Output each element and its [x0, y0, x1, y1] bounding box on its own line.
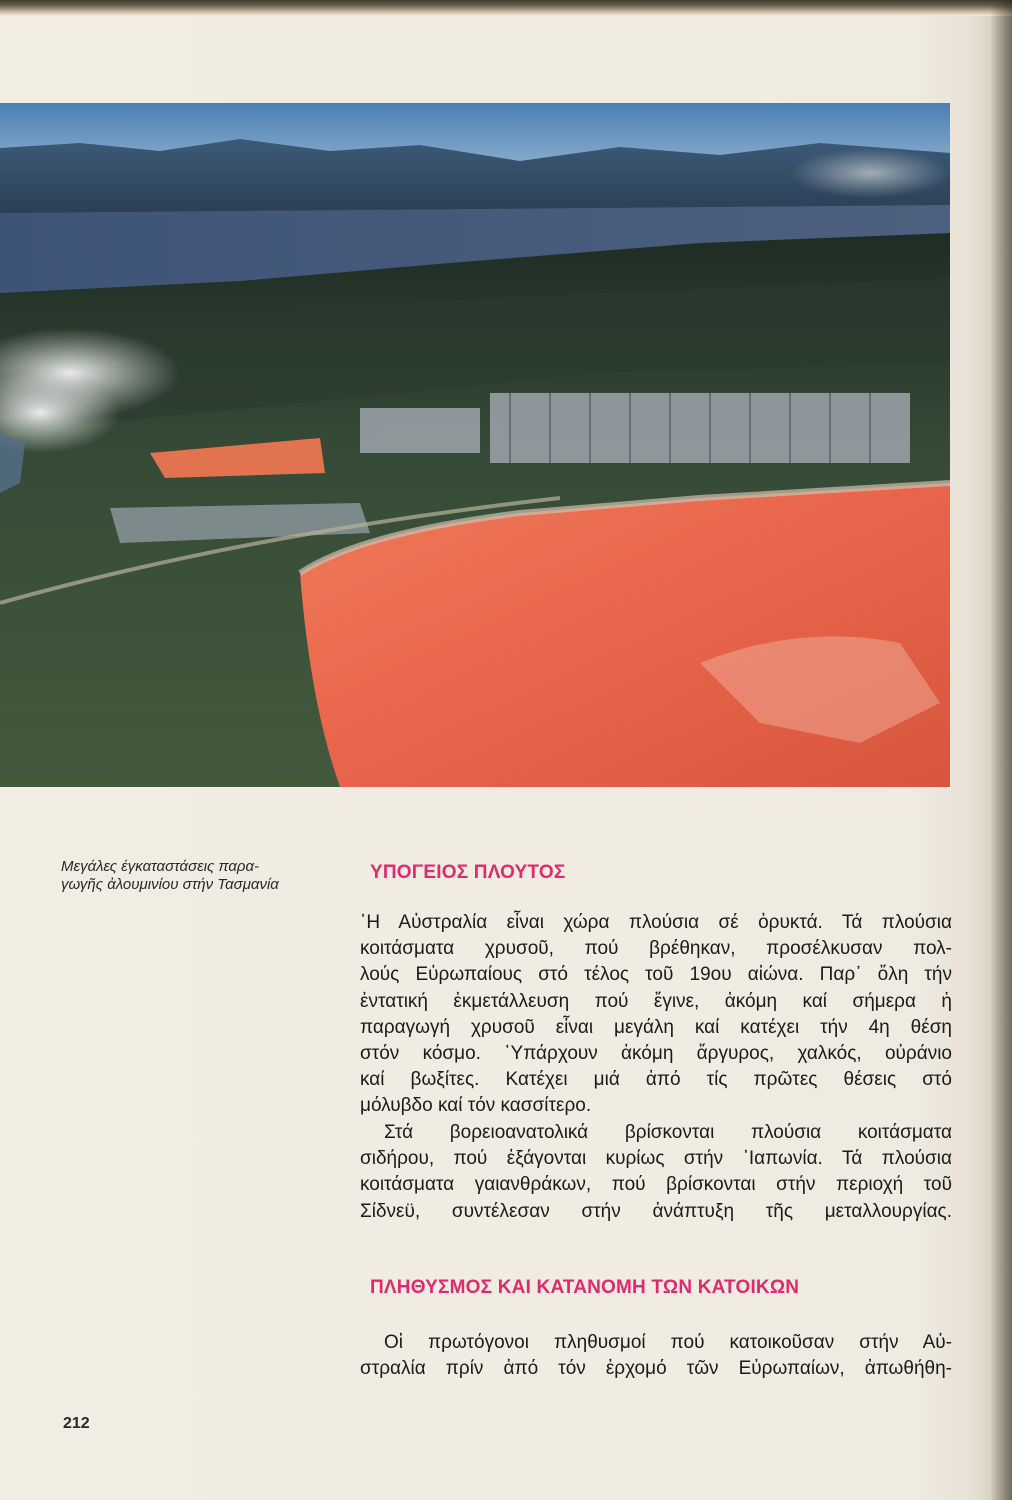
- photo-caption: [61, 858, 331, 894]
- text-line: κοιτάσματα γαιανθράκων, πού βρίσκονται στήν περιοχή τοῦ: [360, 1174, 952, 1196]
- caption-line: Μεγάλες έγκαταστάσεις παρα-: [61, 858, 260, 875]
- text-line: Στά βορειοανατολικά βρίσκονται πλούσια κοιτάσματα: [384, 1122, 952, 1143]
- page-top-edge: [0, 0, 1012, 16]
- section-heading-underground-wealth: ΥΠΟΓΕΙΟΣ ΠΛΟΥΤΟΣ: [370, 862, 566, 883]
- section-heading-population: ΠΛΗΘΥΣΜΟΣ ΚΑΙ ΚΑΤΑΝΟΜΗ ΤΩΝ ΚΑΤΟΙΚΩΝ: [370, 1277, 800, 1298]
- text-line: στραλία πρίν ἀπό τόν ἐρχομό τῶν Εὐρωπαίων, ἀπωθήθη-: [360, 1358, 952, 1380]
- paragraph-iron-coal: [360, 1120, 952, 1225]
- text-line: Οἱ πρωτόγονοι πληθυσμοί πού κατοικοῦσαν στήν Αὐ-: [384, 1332, 952, 1353]
- text-line: ἐντατική ἐκμετάλλευση πού ἔγινε, ἀκόμη καί σήμερα ἡ: [360, 990, 952, 1012]
- text-line: στόν κόσμο. ῾Υπάρχουν ἀκόμη ἄργυρος, χαλκός, οὐράνιο: [360, 1043, 952, 1065]
- text-line: παραγωγή χρυσοῦ εἶναι μεγάλη καί κατέχει τήν 4η θέση: [360, 1016, 952, 1038]
- text-line: σιδήρου, πού ἐξάγονται κυρίως στήν ᾿Ιαπωνία. Τά πλούσια: [360, 1148, 952, 1170]
- text-line: ῾Η Αὐστραλία εἶναι χώρα πλούσια σέ ὀρυκτά. Τά πλούσια: [360, 912, 952, 933]
- paragraph-population: [360, 1330, 952, 1382]
- text-line: Σίδνεϋ, συντέλεσαν στήν ἀνάπτυξη τῆς μεταλλουργίας.: [360, 1200, 952, 1222]
- text-line: μόλυβδο καί τόν κασσίτερο.: [360, 1095, 592, 1117]
- aerial-photo: [0, 103, 950, 787]
- caption-line: γωγῆς ἀλουμινίου στήν Τασμανία: [61, 876, 279, 893]
- paragraph-minerals: [360, 910, 952, 1120]
- page-binding-shadow: [990, 0, 1012, 1500]
- text-line: λούς Εὐρωπαίους στό τέλος τοῦ 19ου αἰώνα. Παρ᾿ ὅλη τήν: [360, 964, 952, 986]
- text-line: κοιτάσματα χρυσοῦ, πού βρέθηκαν, προσέλκυσαν πολ-: [360, 938, 952, 960]
- page-number: 212: [63, 1415, 90, 1432]
- text-line: καί βωξίτες. Κατέχει μιά ἀπό τίς πρῶτες θέσεις στό: [360, 1069, 952, 1091]
